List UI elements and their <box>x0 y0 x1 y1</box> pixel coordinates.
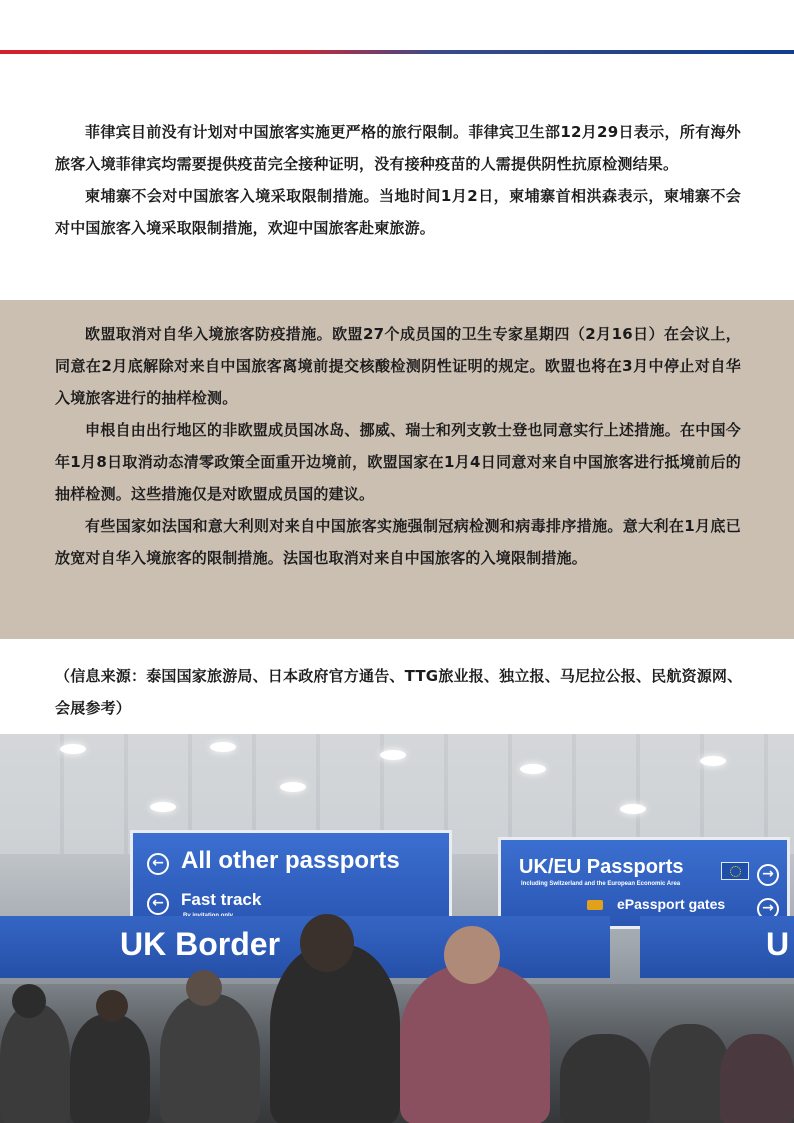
ceiling-light <box>280 782 306 792</box>
person-silhouette <box>0 1004 70 1123</box>
article-section-eu-highlight <box>0 300 794 639</box>
ceiling-light <box>620 804 646 814</box>
highlight-text-block <box>55 318 741 574</box>
eu-flag-icon <box>721 862 749 880</box>
source-note: （信息来源：泰国国家旅游局、日本政府官方通告、TTG旅业报、独立报、马尼拉公报、民航资源网、会展参考） <box>55 667 743 717</box>
person-head <box>444 926 500 984</box>
person-silhouette <box>720 1034 794 1123</box>
person-silhouette <box>560 1034 650 1123</box>
paragraph-cambodia: 柬埔寨不会对中国旅客入境采取限制措施。当地时间1月2日，柬埔寨首相洪森表示，柬埔寨不会对中国旅客入境采取限制措施，欢迎中国旅客赴柬旅游。 <box>55 187 741 237</box>
ceiling-light <box>380 750 406 760</box>
arrow-left-icon: ← <box>147 893 169 915</box>
epassport-icon <box>587 900 603 910</box>
arrow-left-icon: ← <box>147 853 169 875</box>
sign-text-epassport-gates: ePassport gates <box>617 896 726 912</box>
person-silhouette <box>160 994 260 1123</box>
sign-text-fast-track: Fast track <box>181 890 262 909</box>
person-head <box>12 984 46 1018</box>
sign-uk-border-right <box>640 916 794 978</box>
person-head <box>300 914 354 972</box>
header-divider-bar <box>0 50 794 54</box>
paragraph-schengen: 申根自由出行地区的非欧盟成员国冰岛、挪威、瑞士和列支敦士登也同意实行上述措施。在中国今年1月8日取消动态清零政策全面重开边境前，欧盟国家在1月4日同意对来自中国旅客进行抵境前后的抽样检测。这些措施仅是对欧盟成员国的建议。 <box>55 421 741 503</box>
sign-text-switzerland-eea: Including Switzerland and the European Economic Area <box>521 881 681 887</box>
arrow-right-icon: → <box>757 864 779 886</box>
ceiling-light <box>60 744 86 754</box>
paragraph-philippines: 菲律宾目前没有计划对中国旅客实施更严格的旅行限制。菲律宾卫生部12月29日表示，所有海外旅客入境菲律宾均需要提供疫苗完全接种证明，没有接种疫苗的人需提供阴性抗原检测结果。 <box>55 123 741 173</box>
sign-text-all-other-passports: All other passports <box>181 847 400 874</box>
person-head <box>186 970 222 1006</box>
airport-border-photo <box>0 734 794 1123</box>
ceiling-light <box>150 802 176 812</box>
sign-text-uk-eu-passports: UK/EU Passports <box>519 856 684 878</box>
article-section-asia <box>55 116 741 244</box>
sign-text-uk-border: UK Border <box>120 926 281 962</box>
person-silhouette <box>70 1014 150 1123</box>
person-silhouette <box>650 1024 730 1123</box>
person-silhouette <box>400 964 550 1123</box>
person-silhouette <box>270 944 400 1123</box>
ceiling-light <box>520 764 546 774</box>
ceiling-light <box>210 742 236 752</box>
person-head <box>96 990 128 1022</box>
paragraph-eu: 欧盟取消对自华入境旅客防疫措施。欧盟27个成员国的卫生专家星期四（2月16日）在会议上，同意在2月底解除对来自中国旅客离境前提交核酸检测阴性证明的规定。欧盟也将在3月中停止对自华入境旅客进行的抽样检测。 <box>55 325 741 407</box>
ceiling-light <box>700 756 726 766</box>
sign-all-other-passports <box>130 830 452 930</box>
arrow-right-icon: → <box>757 898 779 920</box>
paragraph-france-italy: 有些国家如法国和意大利则对来自中国旅客实施强制冠病检测和病毒排序措施。意大利在1月底已放宽对自华入境旅客的限制措施。法国也取消对来自中国旅客的入境限制措施。 <box>55 517 741 567</box>
sign-text-uk-border-right: U <box>766 926 790 962</box>
